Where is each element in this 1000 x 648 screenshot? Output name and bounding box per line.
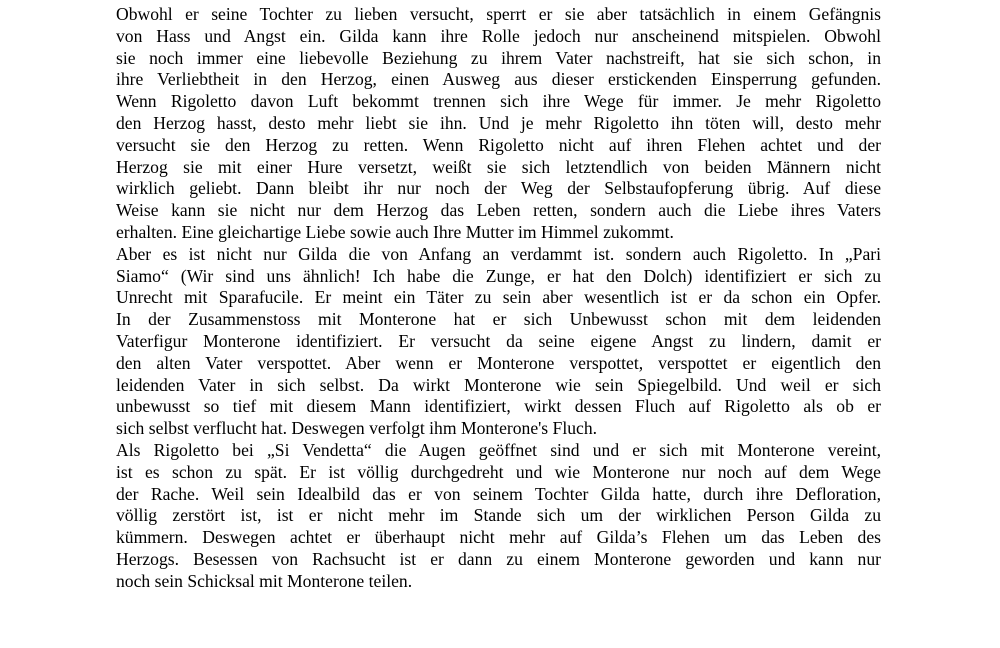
text-line: erhalten. Eine gleichartige Liebe sowie auch Ihre Mutter im Himmel zukommt. <box>116 221 674 242</box>
document-page <box>116 4 881 593</box>
paragraph-1 <box>116 4 881 244</box>
text-line: den Herzog hasst, desto mehr liebt sie ihn. Und je mehr Rigoletto ihn töten will, desto mehr <box>116 112 881 133</box>
text-line: Obwohl er seine Tochter zu lieben versucht, sperrt er sie aber tatsächlich in einem Gefängnis <box>116 4 881 24</box>
paragraph-2 <box>116 244 881 440</box>
text-line: Siamo“ (Wir sind uns ähnlich! Ich habe die Zunge, er hat den Dolch) identifiziert er sich zu <box>116 265 881 286</box>
text-line: völlig zerstört ist, ist er nicht mehr im Stande sich um der wirklichen Person Gilda zu <box>116 505 881 526</box>
text-line: Unrecht mit Sparafucile. Er meint ein Täter zu sein aber wesentlich ist er da schon ein Opfer. <box>116 287 881 308</box>
text-line: noch sein Schicksal mit Monterone teilen. <box>116 570 413 591</box>
text-line: In der Zusammenstoss mit Monterone hat er sich Unbewusst schon mit dem leidenden <box>116 309 881 330</box>
paragraph-3 <box>116 440 881 593</box>
text-line: Herzogs. Besessen von Rachsucht ist er dann zu einem Monterone geworden und kann nur <box>116 548 881 569</box>
text-line: von Hass und Angst ein. Gilda kann ihre Rolle jedoch nur anscheinend mitspielen. Obwohl <box>116 25 881 46</box>
text-line: Herzog sie mit einer Hure versetzt, weißt sie sich letztendlich von beiden Männern nicht <box>116 156 881 177</box>
text-line: Als Rigoletto bei „Si Vendetta“ die Augen geöffnet sind und er sich mit Monterone vereint, <box>116 439 881 460</box>
text-line: kümmern. Deswegen achtet er überhaupt nicht mehr auf Gilda’s Flehen um das Leben des <box>116 527 881 548</box>
text-line: ist es schon zu spät. Er ist völlig durchgedreht und wie Monterone nur noch auf dem Wege <box>116 461 881 482</box>
text-line: sie noch immer eine liebevolle Beziehung zu ihrem Vater nachstreift, hat sie sich schon, in <box>116 47 881 68</box>
text-line: unbewusst so tief mit diesem Mann identifiziert, wirkt dessen Fluch auf Rigoletto als ob er <box>116 396 881 417</box>
text-line: versucht sie den Herzog zu retten. Wenn Rigoletto nicht auf ihren Flehen achtet und der <box>116 134 881 155</box>
text-line: der Rache. Weil sein Idealbild das er von seinem Tochter Gilda hatte, durch ihre Defloration, <box>116 483 881 504</box>
text-line: Weise kann sie nicht nur dem Herzog das Leben retten, sondern auch die Liebe ihres Vaters <box>116 200 881 221</box>
text-line: ihre Verliebtheit in den Herzog, einen Ausweg aus dieser erstickenden Einsperrung gefunden. <box>116 69 881 90</box>
text-line: sich selbst verflucht hat. Deswegen verfolgt ihm Monterone's Fluch. <box>116 418 598 439</box>
text-line: den alten Vater verspottet. Aber wenn er Monterone verspottet, verspottet er eigentlich den <box>116 352 881 373</box>
text-line: Wenn Rigoletto davon Luft bekommt trennen sich ihre Wege für immer. Je mehr Rigoletto <box>116 91 881 112</box>
text-line: leidenden Vater in sich selbst. Da wirkt Monterone wie sein Spiegelbild. Und weil er sich <box>116 374 881 395</box>
text-line: Vaterfigur Monterone identifiziert. Er versucht da seine eigene Angst zu lindern, damit er <box>116 330 881 351</box>
text-line: Aber es ist nicht nur Gilda die von Anfang an verdammt ist. sondern auch Rigoletto. In „Pari <box>116 243 881 264</box>
text-line: wirklich geliebt. Dann bleibt ihr nur noch der Weg der Selbstaufopferung übrig. Auf diese <box>116 178 881 199</box>
